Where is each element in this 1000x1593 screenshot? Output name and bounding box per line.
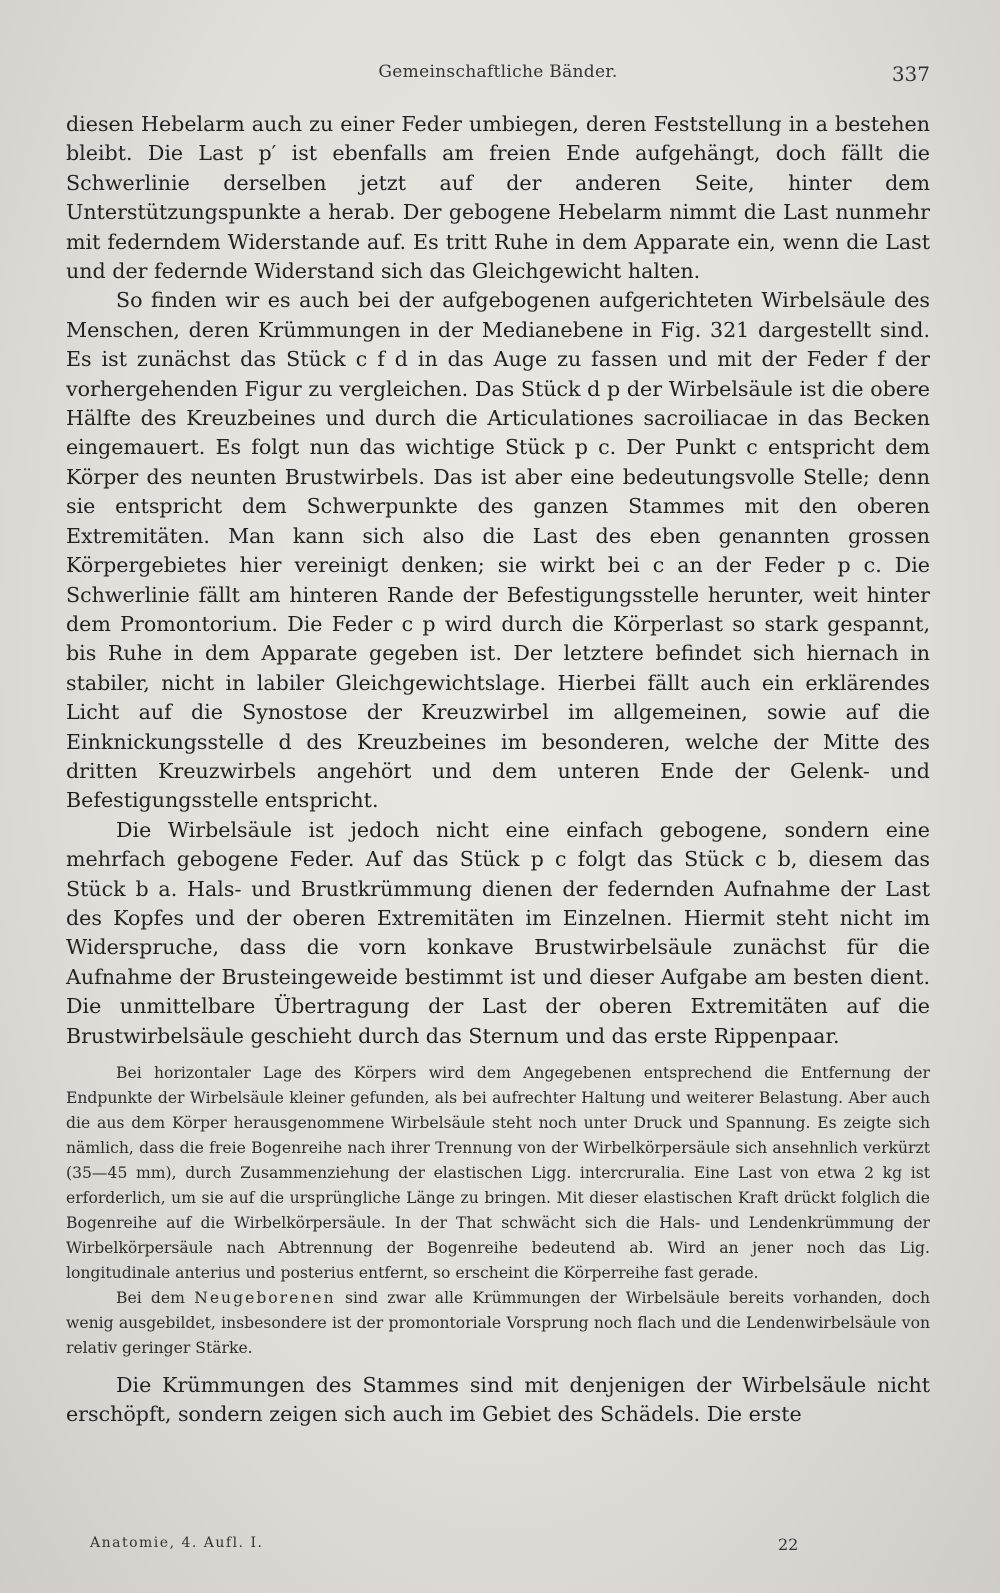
paragraph: So finden wir es auch bei der aufgebogenen aufgerichteten Wirbelsäule des Menschen, deren Krümmungen in der Medianebene in Fig. 321 dargestellt sind. Es ist zunächst das Stück c f d in das Auge zu fassen und mit der Feder f der vorhergehenden Figur zu vergleichen. Das Stück d p der Wirbelsäule ist die obere Hälfte des Kreuzbeines und durch die Articulationes sacroiliacae in das Becken eingemauert. Es folgt nun das wichtige Stück p c. Der Punkt c entspricht dem Körper des neunten Brustwirbels. Das ist aber eine bedeutungsvolle Stelle; denn sie entspricht dem Schwerpunkte des ganzen Stammes mit den oberen Extremitäten. Man kann sich also die Last des eben genannten grossen Körpergebietes hier vereinigt denken; sie wirkt bei c an der Feder p c. Die Schwerlinie fällt am hinteren Rande der Befestigungsstelle herunter, weit hinter dem Promontorium. Die Feder c p wird durch die Körperlast so stark gespannt, bis Ruhe in dem Apparate gegeben ist. Der letztere befindet sich hiernach in stabiler, nicht in labiler Gleichgewichtslage. Hierbei fällt auch ein erklärendes Licht auf die Synostose der Kreuzwirbel im allgemeinen, sowie auf die Einknickungsstelle d des Kreuzbeines im besonderen, welche der Mitte des dritten Kreuzwirbels angehört und dem unteren Ende der Gelenk- und Befestigungsstelle entspricht.	[66, 288, 930, 813]
paragraph: Die Krümmungen des Stammes sind mit denjenigen der Wirbelsäule nicht erschöpft, sondern zeigen sich auch im Gebiet des Schädels. Die erste	[66, 1373, 930, 1427]
sheet-number: 22	[778, 1535, 799, 1554]
page-header	[66, 62, 930, 92]
main-text	[66, 110, 930, 1430]
page-number: 337	[891, 62, 930, 86]
paragraph: diesen Hebelarm auch zu einer Feder umbiegen, deren Feststellung in a bestehen bleibt. Die Last p′ ist ebenfalls am freien Ende aufgehängt, doch fällt die Schwerlinie derselben jetzt auf der anderen Seite, hinter dem Unterstützungspunkte a herab. Der gebogene Hebelarm nimmt die Last nunmehr mit federndem Widerstande auf. Es tritt Ruhe in dem Apparate ein, wenn die Last und der federnde Widerstand sich das Gleichgewicht halten.	[66, 112, 930, 284]
spaced-term: Neugeborenen	[194, 1289, 336, 1307]
printer-signature: Anatomie, 4. Aufl. I.	[90, 1535, 264, 1551]
small-print-paragraph: Bei horizontaler Lage des Körpers wird dem Angegebenen entsprechend die Entfernung der Endpunkte der Wirbelsäule kleiner gefunden, als bei aufrechter Haltung und weiterer Belastung. Aber auch die aus dem Körper herausgenommene Wirbelsäule steht noch unter Druck und Spannung. Es zeigte sich nämlich, dass die freie Bogenreihe nach ihrer Trennung von der Wirbelkörpersäule sich ansehnlich verkürzt (35—45 mm), durch Zusammenziehung der elastischen Ligg. intercruralia. Eine Last von etwa 2 kg ist erforderlich, um sie auf die ursprüngliche Länge zu bringen. Mit dieser elastischen Kraft drückt folglich die Bogenreihe auf die Wirbelkörpersäule. In der That schwächt sich die Hals- und Lendenkrümmung der Wirbelkörpersäule nach Abtrennung der Bogenreihe bedeutend ab. Wird an jener noch das Lig. longitudinale anterius und posterius entfernt, so erscheint die Körperreihe fast gerade.	[66, 1064, 930, 1282]
running-title: Gemeinschaftliche Bänder.	[378, 62, 618, 82]
page-footer	[66, 1535, 930, 1559]
text-run: sind zwar alle Krümmungen der Wirbelsäule bereits vorhanden, doch wenig ausgebildet, insbesondere ist der promontoriale Vorsprung noch flach und die Lendenwirbelsäule von relativ geringer Stärke.	[66, 1289, 930, 1357]
small-print-note	[66, 1061, 930, 1361]
small-print-paragraph	[66, 1286, 930, 1361]
text-run: Bei dem	[116, 1289, 195, 1307]
paragraph: Die Wirbelsäule ist jedoch nicht eine einfach gebogene, sondern eine mehrfach gebogene Feder. Auf das Stück p c folgt das Stück c b, diesem das Stück b a. Hals- und Brustkrümmung dienen der federnden Aufnahme der Last des Kopfes und der oberen Extremitäten im Einzelnen. Hiermit steht nicht im Widerspruche, dass die vorn konkave Brustwirbelsäule zunächst für die Aufnahme der Brusteingeweide bestimmt ist und dieser Aufgabe am besten dient. Die unmittelbare Übertragung der Last der oberen Extremitäten auf die Brustwirbelsäule geschieht durch das Sternum und das erste Rippenpaar.	[66, 817, 930, 1048]
